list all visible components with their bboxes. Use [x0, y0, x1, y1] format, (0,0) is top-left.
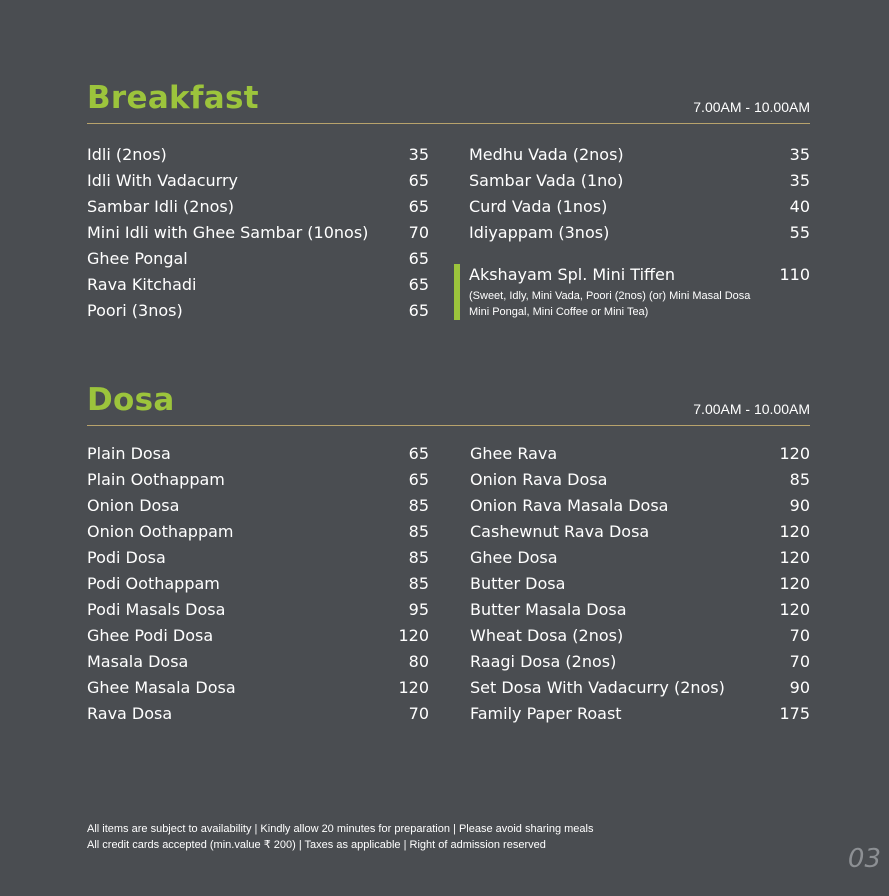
item-price: 65 — [408, 171, 429, 190]
item-price: 85 — [408, 522, 429, 541]
menu-item — [470, 649, 810, 675]
menu-item — [87, 597, 429, 623]
item-name: Sambar Idli (2nos) — [87, 197, 234, 216]
menu-item — [87, 493, 429, 519]
item-price: 120 — [779, 444, 810, 463]
item-price: 70 — [789, 652, 810, 671]
menu-item — [87, 545, 429, 571]
item-price: 120 — [779, 548, 810, 567]
item-name: Onion Dosa — [87, 496, 180, 515]
menu-item — [470, 467, 810, 493]
menu-item — [470, 493, 810, 519]
menu-item — [87, 675, 429, 701]
item-name: Poori (3nos) — [87, 301, 183, 320]
menu-item — [87, 649, 429, 675]
item-price: 70 — [789, 626, 810, 645]
dosa-right-column — [470, 441, 810, 727]
item-price: 70 — [408, 223, 429, 242]
breakfast-title: Breakfast — [87, 80, 259, 116]
item-name: Raagi Dosa (2nos) — [470, 652, 617, 671]
menu-item — [470, 519, 810, 545]
menu-item — [87, 220, 429, 246]
menu-item — [87, 298, 429, 324]
menu-item — [469, 194, 810, 220]
item-price: 120 — [398, 678, 429, 697]
item-price: 120 — [779, 522, 810, 541]
item-name: Sambar Vada (1no) — [469, 171, 624, 190]
item-name: Plain Dosa — [87, 444, 171, 463]
item-name: Ghee Podi Dosa — [87, 626, 214, 645]
item-name: Podi Oothappam — [87, 574, 220, 593]
item-name: Mini Idli with Ghee Sambar (10nos) — [87, 223, 369, 242]
menu-item — [87, 246, 429, 272]
item-price: 90 — [789, 678, 810, 697]
item-name: Idli With Vadacurry — [87, 171, 239, 190]
footer-line1: All items are subject to availability | Kindly allow 20 minutes for preparation | Please avoid sharing meals — [87, 823, 594, 835]
special-desc-line1: (Sweet, Idly, Mini Vada, Poori (2nos) (or) Mini Masal Dosa — [469, 290, 751, 302]
item-name: Cashewnut Rava Dosa — [470, 522, 650, 541]
item-price: 35 — [408, 145, 429, 164]
item-name: Wheat Dosa (2nos) — [470, 626, 624, 645]
menu-item — [87, 571, 429, 597]
item-name: Idiyappam (3nos) — [469, 223, 610, 242]
item-name: Ghee Dosa — [470, 548, 558, 567]
menu-item — [87, 441, 429, 467]
item-name: Butter Masala Dosa — [470, 600, 627, 619]
menu-item — [87, 168, 429, 194]
breakfast-left-column — [87, 142, 429, 324]
menu-item — [87, 467, 429, 493]
special-price: 110 — [779, 265, 810, 284]
item-name: Set Dosa With Vadacurry (2nos) — [470, 678, 725, 697]
item-name: Masala Dosa — [87, 652, 189, 671]
dosa-time: 7.00AM - 10.00AM — [693, 401, 810, 417]
item-name: Ghee Masala Dosa — [87, 678, 236, 697]
special-combo-item — [469, 262, 810, 322]
item-price: 65 — [408, 275, 429, 294]
item-price: 120 — [779, 600, 810, 619]
dosa-left-column — [87, 441, 429, 727]
item-price: 85 — [408, 548, 429, 567]
menu-item — [470, 701, 810, 727]
highlight-bar — [454, 264, 460, 320]
breakfast-right-column — [469, 142, 810, 318]
menu-item — [469, 168, 810, 194]
special-desc-line2: Mini Pongal, Mini Coffee or Mini Tea) — [469, 306, 649, 318]
item-price: 55 — [789, 223, 810, 242]
breakfast-section — [87, 80, 810, 330]
item-price: 40 — [789, 197, 810, 216]
menu-item — [87, 272, 429, 298]
menu-item — [87, 519, 429, 545]
item-price: 65 — [408, 197, 429, 216]
menu-item — [470, 545, 810, 571]
item-name: Idli (2nos) — [87, 145, 167, 164]
item-name: Podi Masals Dosa — [87, 600, 226, 619]
special-description — [469, 288, 750, 320]
breakfast-time: 7.00AM - 10.00AM — [693, 99, 810, 115]
menu-item — [470, 675, 810, 701]
item-name: Onion Rava Masala Dosa — [470, 496, 669, 515]
item-price: 95 — [408, 600, 429, 619]
menu-item — [87, 701, 429, 727]
menu-item — [87, 623, 429, 649]
item-price: 175 — [779, 704, 810, 723]
item-name: Ghee Pongal — [87, 249, 188, 268]
menu-item — [470, 623, 810, 649]
item-name: Onion Rava Dosa — [470, 470, 608, 489]
item-price: 85 — [408, 574, 429, 593]
item-price: 65 — [408, 301, 429, 320]
dosa-title: Dosa — [87, 382, 175, 418]
item-price: 35 — [789, 171, 810, 190]
menu-item — [470, 597, 810, 623]
footer-line2: All credit cards accepted (min.value ₹ 200) | Taxes as applicable | Right of admission reserved — [87, 838, 546, 851]
item-price: 65 — [408, 444, 429, 463]
item-name: Plain Oothappam — [87, 470, 225, 489]
dosa-section — [87, 382, 810, 732]
item-price: 85 — [408, 496, 429, 515]
item-name: Butter Dosa — [470, 574, 566, 593]
item-name: Rava Kitchadi — [87, 275, 197, 294]
item-price: 85 — [789, 470, 810, 489]
page-number: 03 — [847, 844, 881, 874]
menu-item — [87, 142, 429, 168]
item-price: 65 — [408, 470, 429, 489]
item-price: 65 — [408, 249, 429, 268]
item-price: 90 — [789, 496, 810, 515]
item-price: 80 — [408, 652, 429, 671]
item-price: 35 — [789, 145, 810, 164]
special-name: Akshayam Spl. Mini Tiffen — [469, 265, 676, 284]
menu-item — [470, 571, 810, 597]
item-price: 120 — [398, 626, 429, 645]
item-name: Family Paper Roast — [470, 704, 622, 723]
item-name: Ghee Rava — [470, 444, 558, 463]
dosa-divider — [87, 425, 810, 426]
item-price: 70 — [408, 704, 429, 723]
menu-item — [469, 142, 810, 168]
item-price: 120 — [779, 574, 810, 593]
menu-item — [87, 194, 429, 220]
item-name: Onion Oothappam — [87, 522, 234, 541]
menu-item — [470, 441, 810, 467]
footer-notes — [87, 822, 593, 853]
item-name: Medhu Vada (2nos) — [469, 145, 624, 164]
item-name: Rava Dosa — [87, 704, 173, 723]
item-name: Podi Dosa — [87, 548, 166, 567]
item-name: Curd Vada (1nos) — [469, 197, 608, 216]
breakfast-divider — [87, 123, 810, 124]
menu-item — [469, 220, 810, 246]
